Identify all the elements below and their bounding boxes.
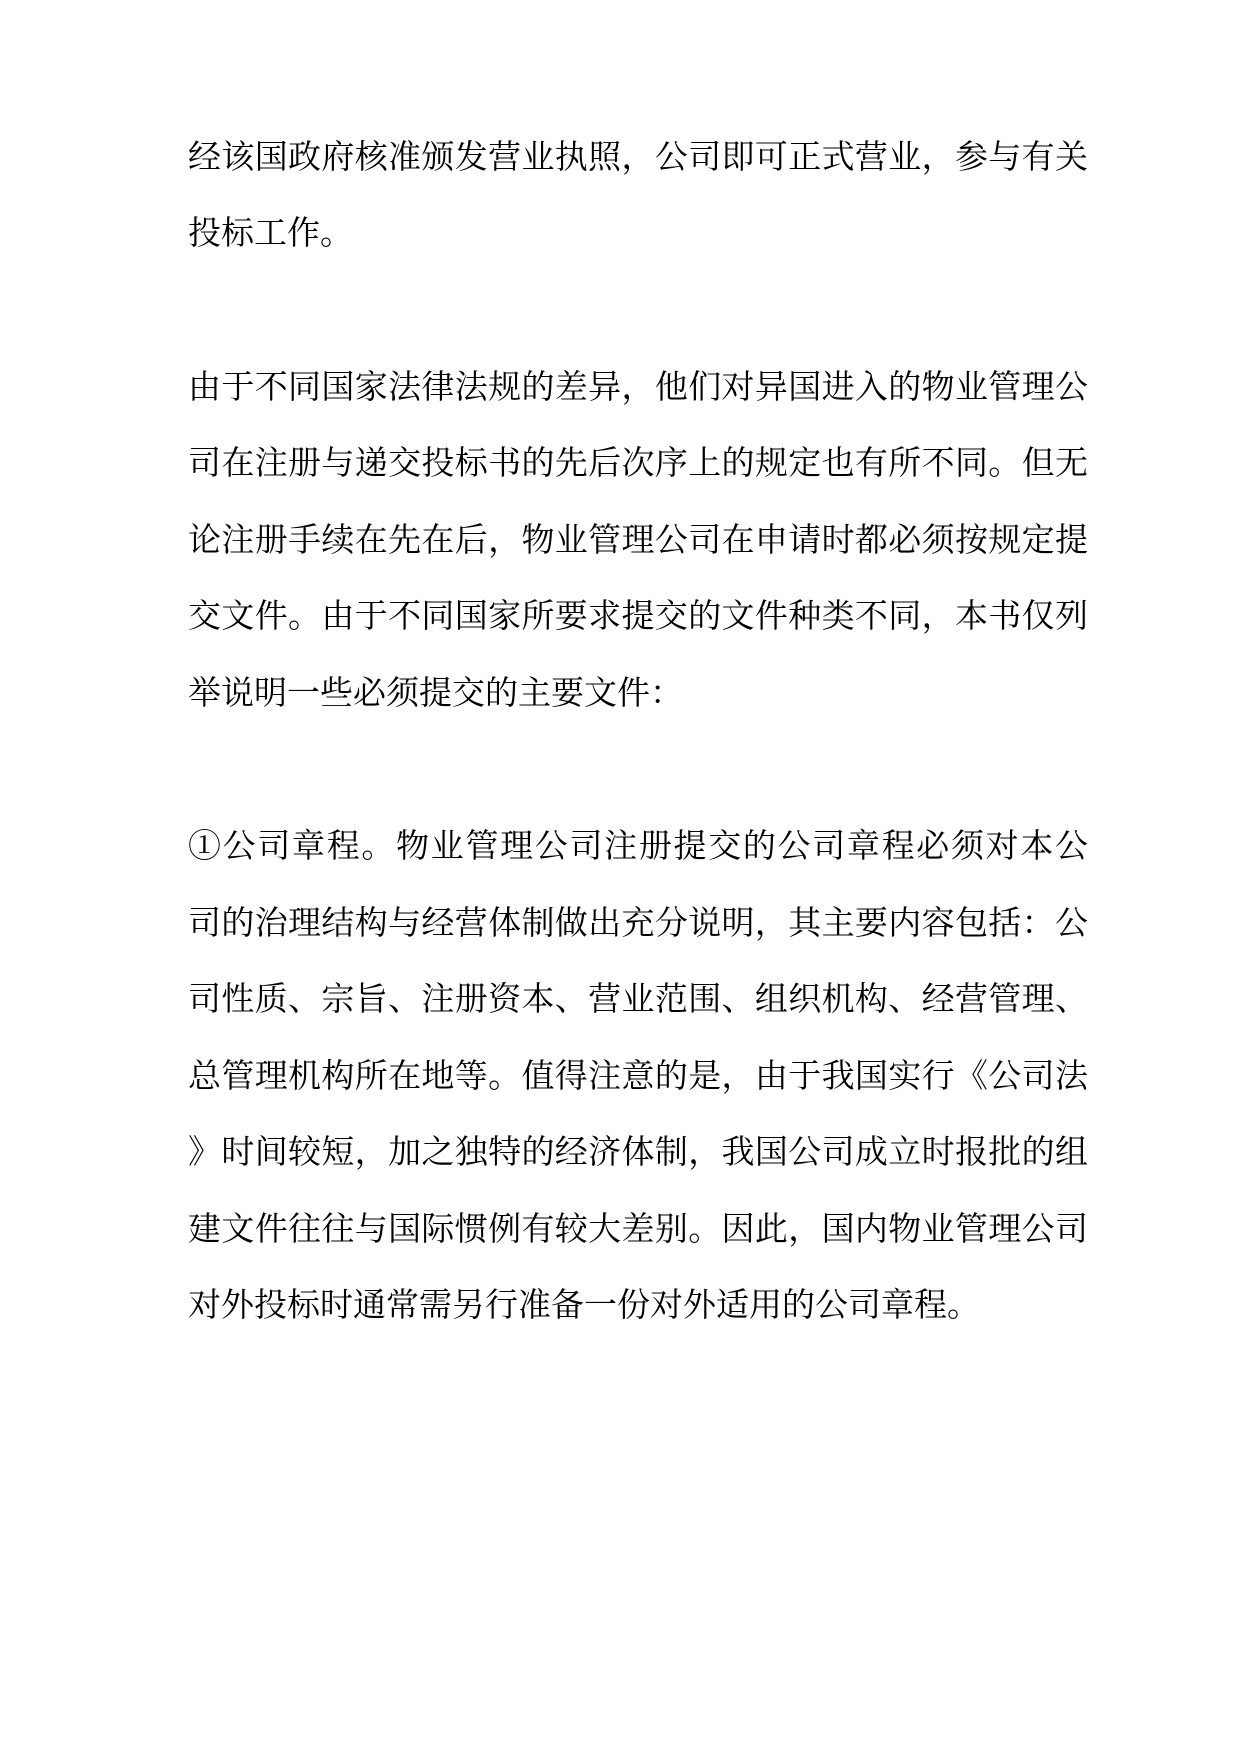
paragraph-2-line-5: 举说明一些必须提交的主要文件： — [188, 673, 683, 712]
paragraph-3-line-1: ①公司章程。物业管理公司注册提交的公司章程必须对本公 — [188, 826, 1088, 865]
paragraph-1-line-2: 投标工作。 — [188, 213, 353, 252]
paragraph-3-line-3: 司性质、宗旨、注册资本、营业范围、组织机构、经营管理、 — [188, 979, 1088, 1018]
paragraph-3-line-6: 建文件往往与国际惯例有较大差别。因此，国内物业管理公司 — [188, 1209, 1088, 1248]
paragraph-3-line-5: 》时间较短，加之独特的经济体制，我国公司成立时报批的组 — [188, 1132, 1088, 1171]
paragraph-2-line-3: 论注册手续在先在后，物业管理公司在申请时都必须按规定提 — [188, 520, 1088, 559]
paragraph-2-line-1: 由于不同国家法律法规的差异，他们对异国进入的物业管理公 — [188, 367, 1088, 406]
paragraph-2-line-4: 交文件。由于不同国家所要求提交的文件种类不同，本书仅列 — [188, 596, 1088, 635]
paragraph-3-line-7: 对外投标时通常需另行准备一份对外适用的公司章程。 — [188, 1285, 980, 1324]
paragraph-1-line-1: 经该国政府核准颁发营业执照，公司即可正式营业，参与有关 — [188, 137, 1088, 176]
paragraph-3-line-2: 司的治理结构与经营体制做出充分说明，其主要内容包括：公 — [188, 903, 1088, 942]
paragraph-2-line-2: 司在注册与递交投标书的先后次序上的规定也有所不同。但无 — [188, 443, 1088, 482]
paragraph-3-line-4: 总管理机构所在地等。值得注意的是，由于我国实行《公司法 — [188, 1056, 1088, 1095]
